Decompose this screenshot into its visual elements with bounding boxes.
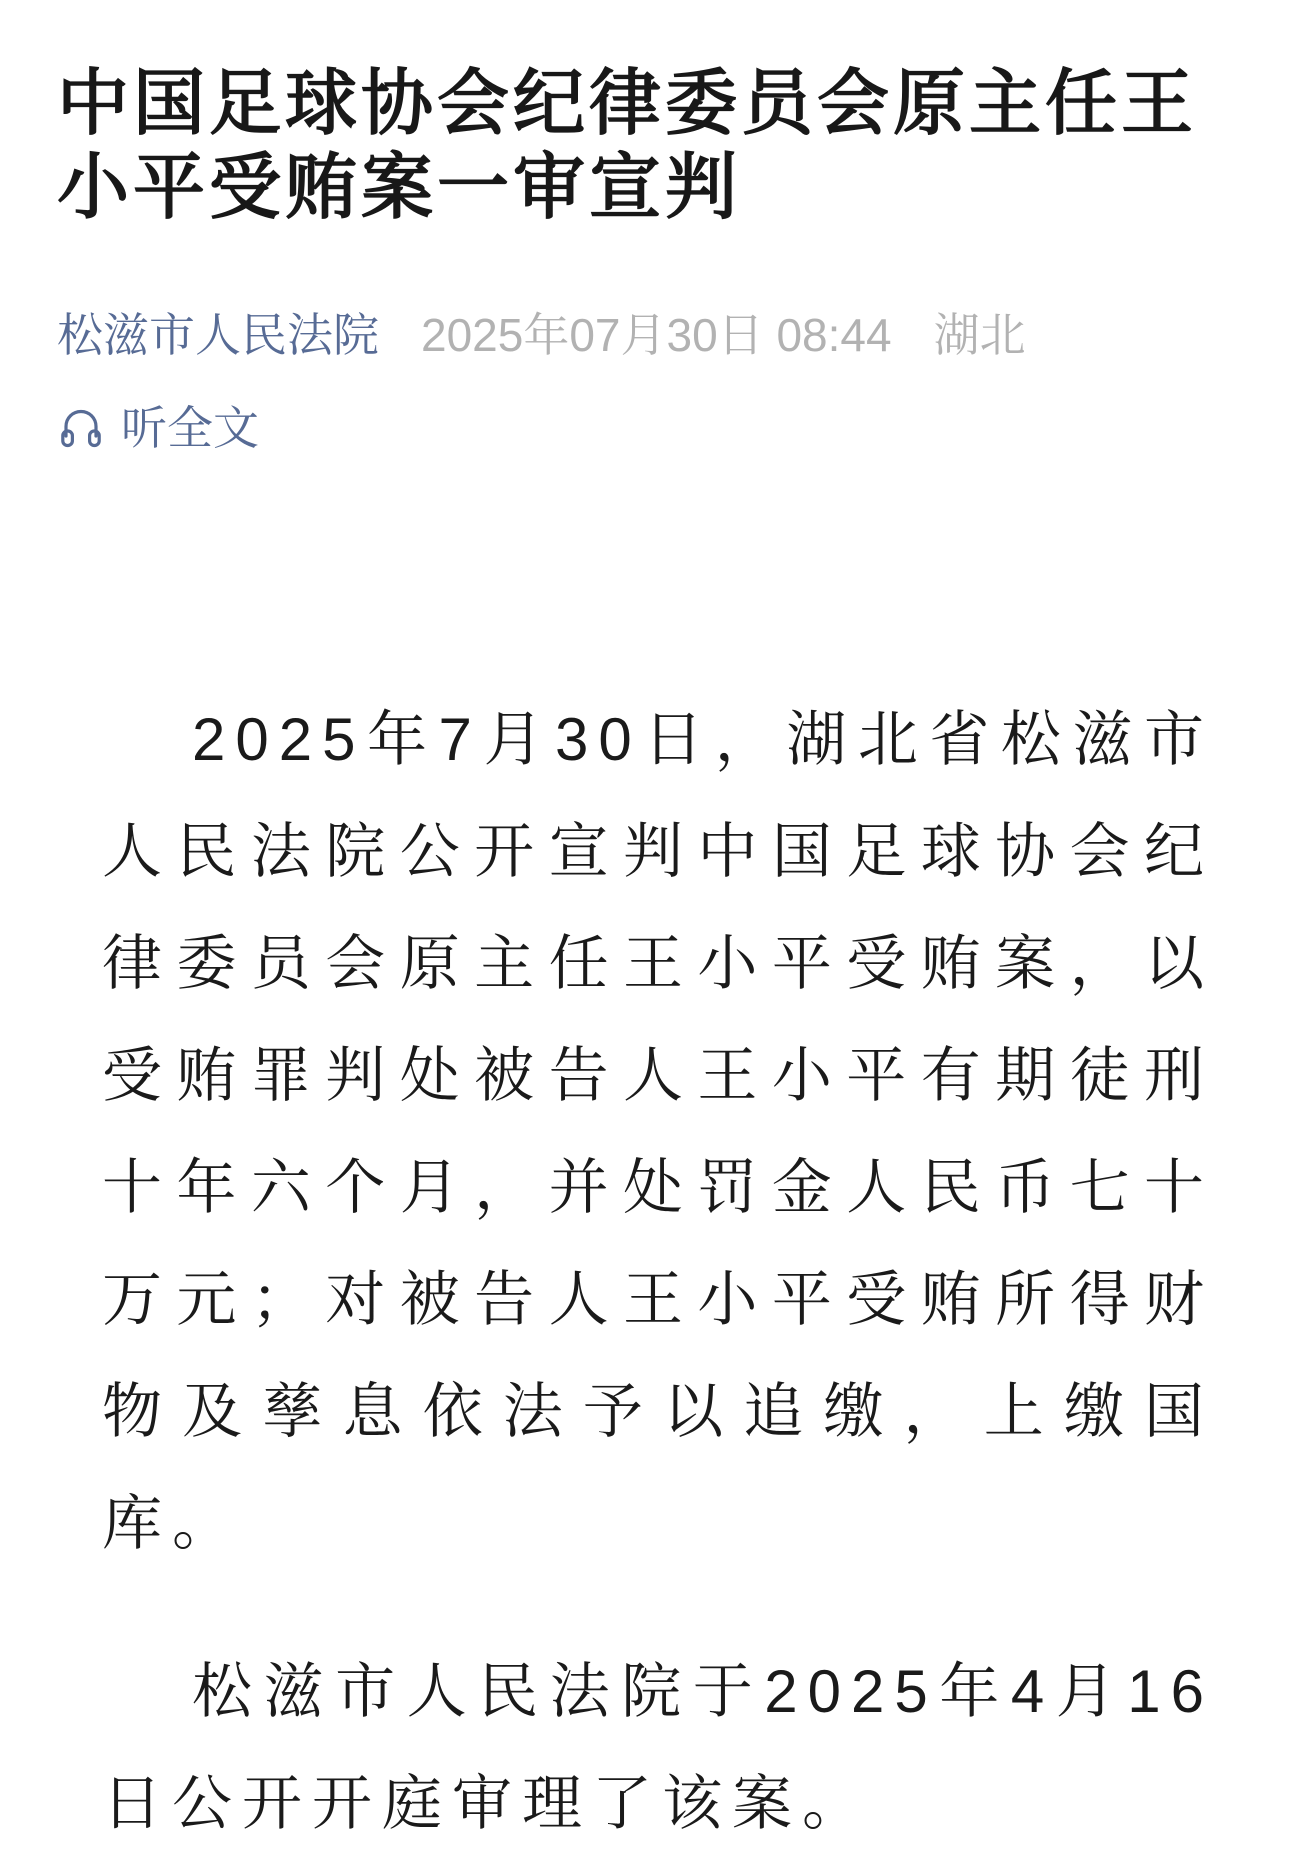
body-paragraph: 松滋市人民法院于2025年4月16日公开开庭审理了该案。 xyxy=(102,1658,1214,1837)
listen-full-text-label: 听全文 xyxy=(121,402,259,454)
body-paragraph: 2025年7月30日，湖北省松滋市人民法院公开宣判中国足球协会纪律委员会原主任王小平受贿案，以受贿罪判处被告人王小平有期徒刑十年六个月，并处罚金人民币七十万元；对被告人王小平受贿所得财物及孳息依法予以追缴，上缴国库。 xyxy=(102,706,1214,1557)
account-link[interactable]: 松滋市人民法院 xyxy=(57,309,379,361)
article-body xyxy=(57,684,1259,1860)
publish-datetime: 2025年07月30日 08:44 xyxy=(421,309,892,361)
publish-location: 湖北 xyxy=(933,309,1026,361)
article-title: 中国足球协会纪律委员会原主任王小平受贿案一审宣判 xyxy=(57,64,1198,228)
listen-full-text-button[interactable] xyxy=(57,398,259,458)
article-meta xyxy=(57,306,1259,364)
headphones-icon xyxy=(57,404,105,452)
